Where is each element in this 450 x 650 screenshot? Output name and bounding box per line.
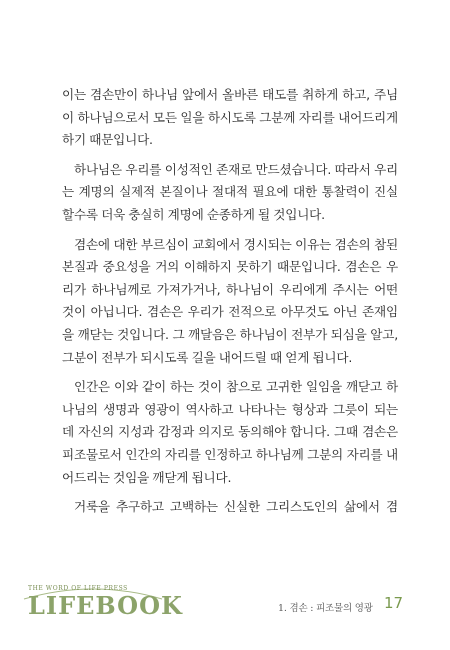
running-title: 1. 겸손 : 피조물의 영광 [278,603,373,614]
page-number: 17 [384,594,404,612]
paragraph: 하나님은 우리를 이성적인 존재로 만드셨습니다. 따라서 우리는 계명의 실제적 본질이나 절대적 필요에 대한 통찰력이 진실할수록 더욱 충실히 계명에 순종하게 될 것입니다. [62,161,398,222]
paragraph: 겸손에 대한 부르심이 교회에서 경시되는 이유는 겸손의 참된 본질과 중요성을 거의 이해하지 못하기 때문입니다. 겸손은 우리가 하나님께로 가져가거나, 하나님이 우리에게 주시는 어떤 것이 아닙니다. 겸손은 우리가 전적으로 아무것도 아닌 존재임을 깨닫는 것입니다. 그 깨달음은 하나님이 전부가 되심을 알고, 그분이 전부가 되시도록 길을 내어드릴 때 얻게 됩니다. [62,236,398,365]
body-text [62,84,398,526]
paragraph: 거룩을 추구하고 고백하는 신실한 그리스도인의 삶에서 겸 [74,499,398,515]
paragraph: 이는 겸손만이 하나님 앞에서 올바른 태도를 취하게 하고, 주님이 하나님으로서 모든 일을 하시도록 그분께 자리를 내어드리게 하기 때문입니다. [62,87,398,148]
logo-tagline: THE WORD OF LIFE PRESS [28,585,128,592]
paragraph: 인간은 이와 같이 하는 것이 참으로 고귀한 일임을 깨닫고 하나님의 생명과 영광이 역사하고 나타나는 형상과 그릇이 되는 데 자신의 지성과 감정과 의지로 동의해야 합니다. 그때 겸손은 피조물로서 인간의 자리를 인정하고 하나님께 그분의 자리를 내어드리는 것임을 깨닫게 됩니다. [62,379,398,485]
publisher-logo [18,585,183,627]
logo-wordmark: LIFEBOOK [28,591,183,620]
